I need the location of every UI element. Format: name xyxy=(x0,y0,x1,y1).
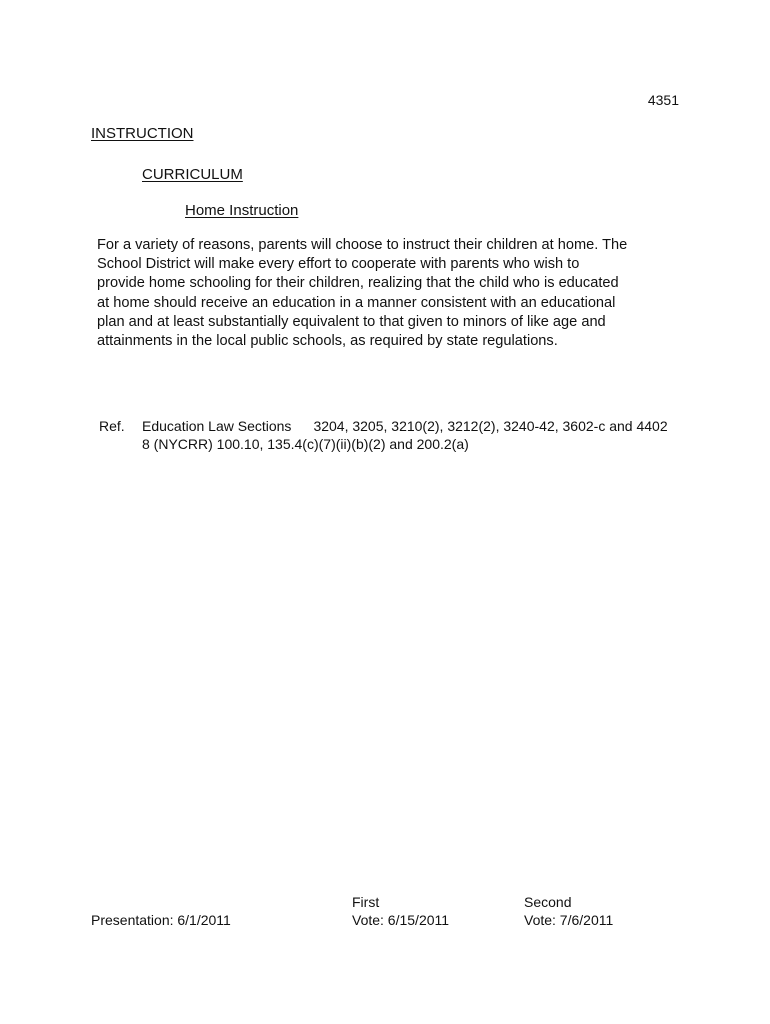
section-title: INSTRUCTION xyxy=(91,125,194,142)
body-line: School District will make every effort to cooperate with parents who wish to xyxy=(97,256,580,273)
subsection-title: CURRICULUM xyxy=(142,166,243,183)
reference-line-1 xyxy=(142,417,668,435)
body-line: For a variety of reasons, parents will choose to instruct their children at home. The xyxy=(97,237,628,253)
presentation-date: Presentation: 6/1/2011 xyxy=(91,912,231,928)
second-vote-label: Second xyxy=(524,894,572,910)
body-line: at home should receive an education in a manner consistent with an educational xyxy=(97,294,616,311)
policy-body xyxy=(97,236,687,351)
second-vote-date: Vote: 7/6/2011 xyxy=(524,912,614,928)
reference-label: Ref. xyxy=(99,418,125,434)
policy-number: 4351 xyxy=(647,92,679,108)
first-vote-label: First xyxy=(352,894,380,910)
reference-line-2: 8 (NYCRR) 100.10, 135.4(c)(7)(ii)(b)(2) and 200.2(a) xyxy=(142,436,469,452)
topic-title: Home Instruction xyxy=(185,202,299,219)
reference-law-sections-values: 3204, 3205, 3210(2), 3212(2), 3240-42, 3602-c and 4402 xyxy=(313,418,668,434)
body-line: provide home schooling for their children, realizing that the child who is educated xyxy=(97,275,619,292)
first-vote-date: Vote: 6/15/2011 xyxy=(352,912,450,928)
body-line: plan and at least substantially equivalent to that given to minors of like age and xyxy=(97,313,606,330)
reference-law-sections-label: Education Law Sections xyxy=(142,418,292,434)
body-line: attainments in the local public schools, as required by state regulations. xyxy=(97,333,558,350)
